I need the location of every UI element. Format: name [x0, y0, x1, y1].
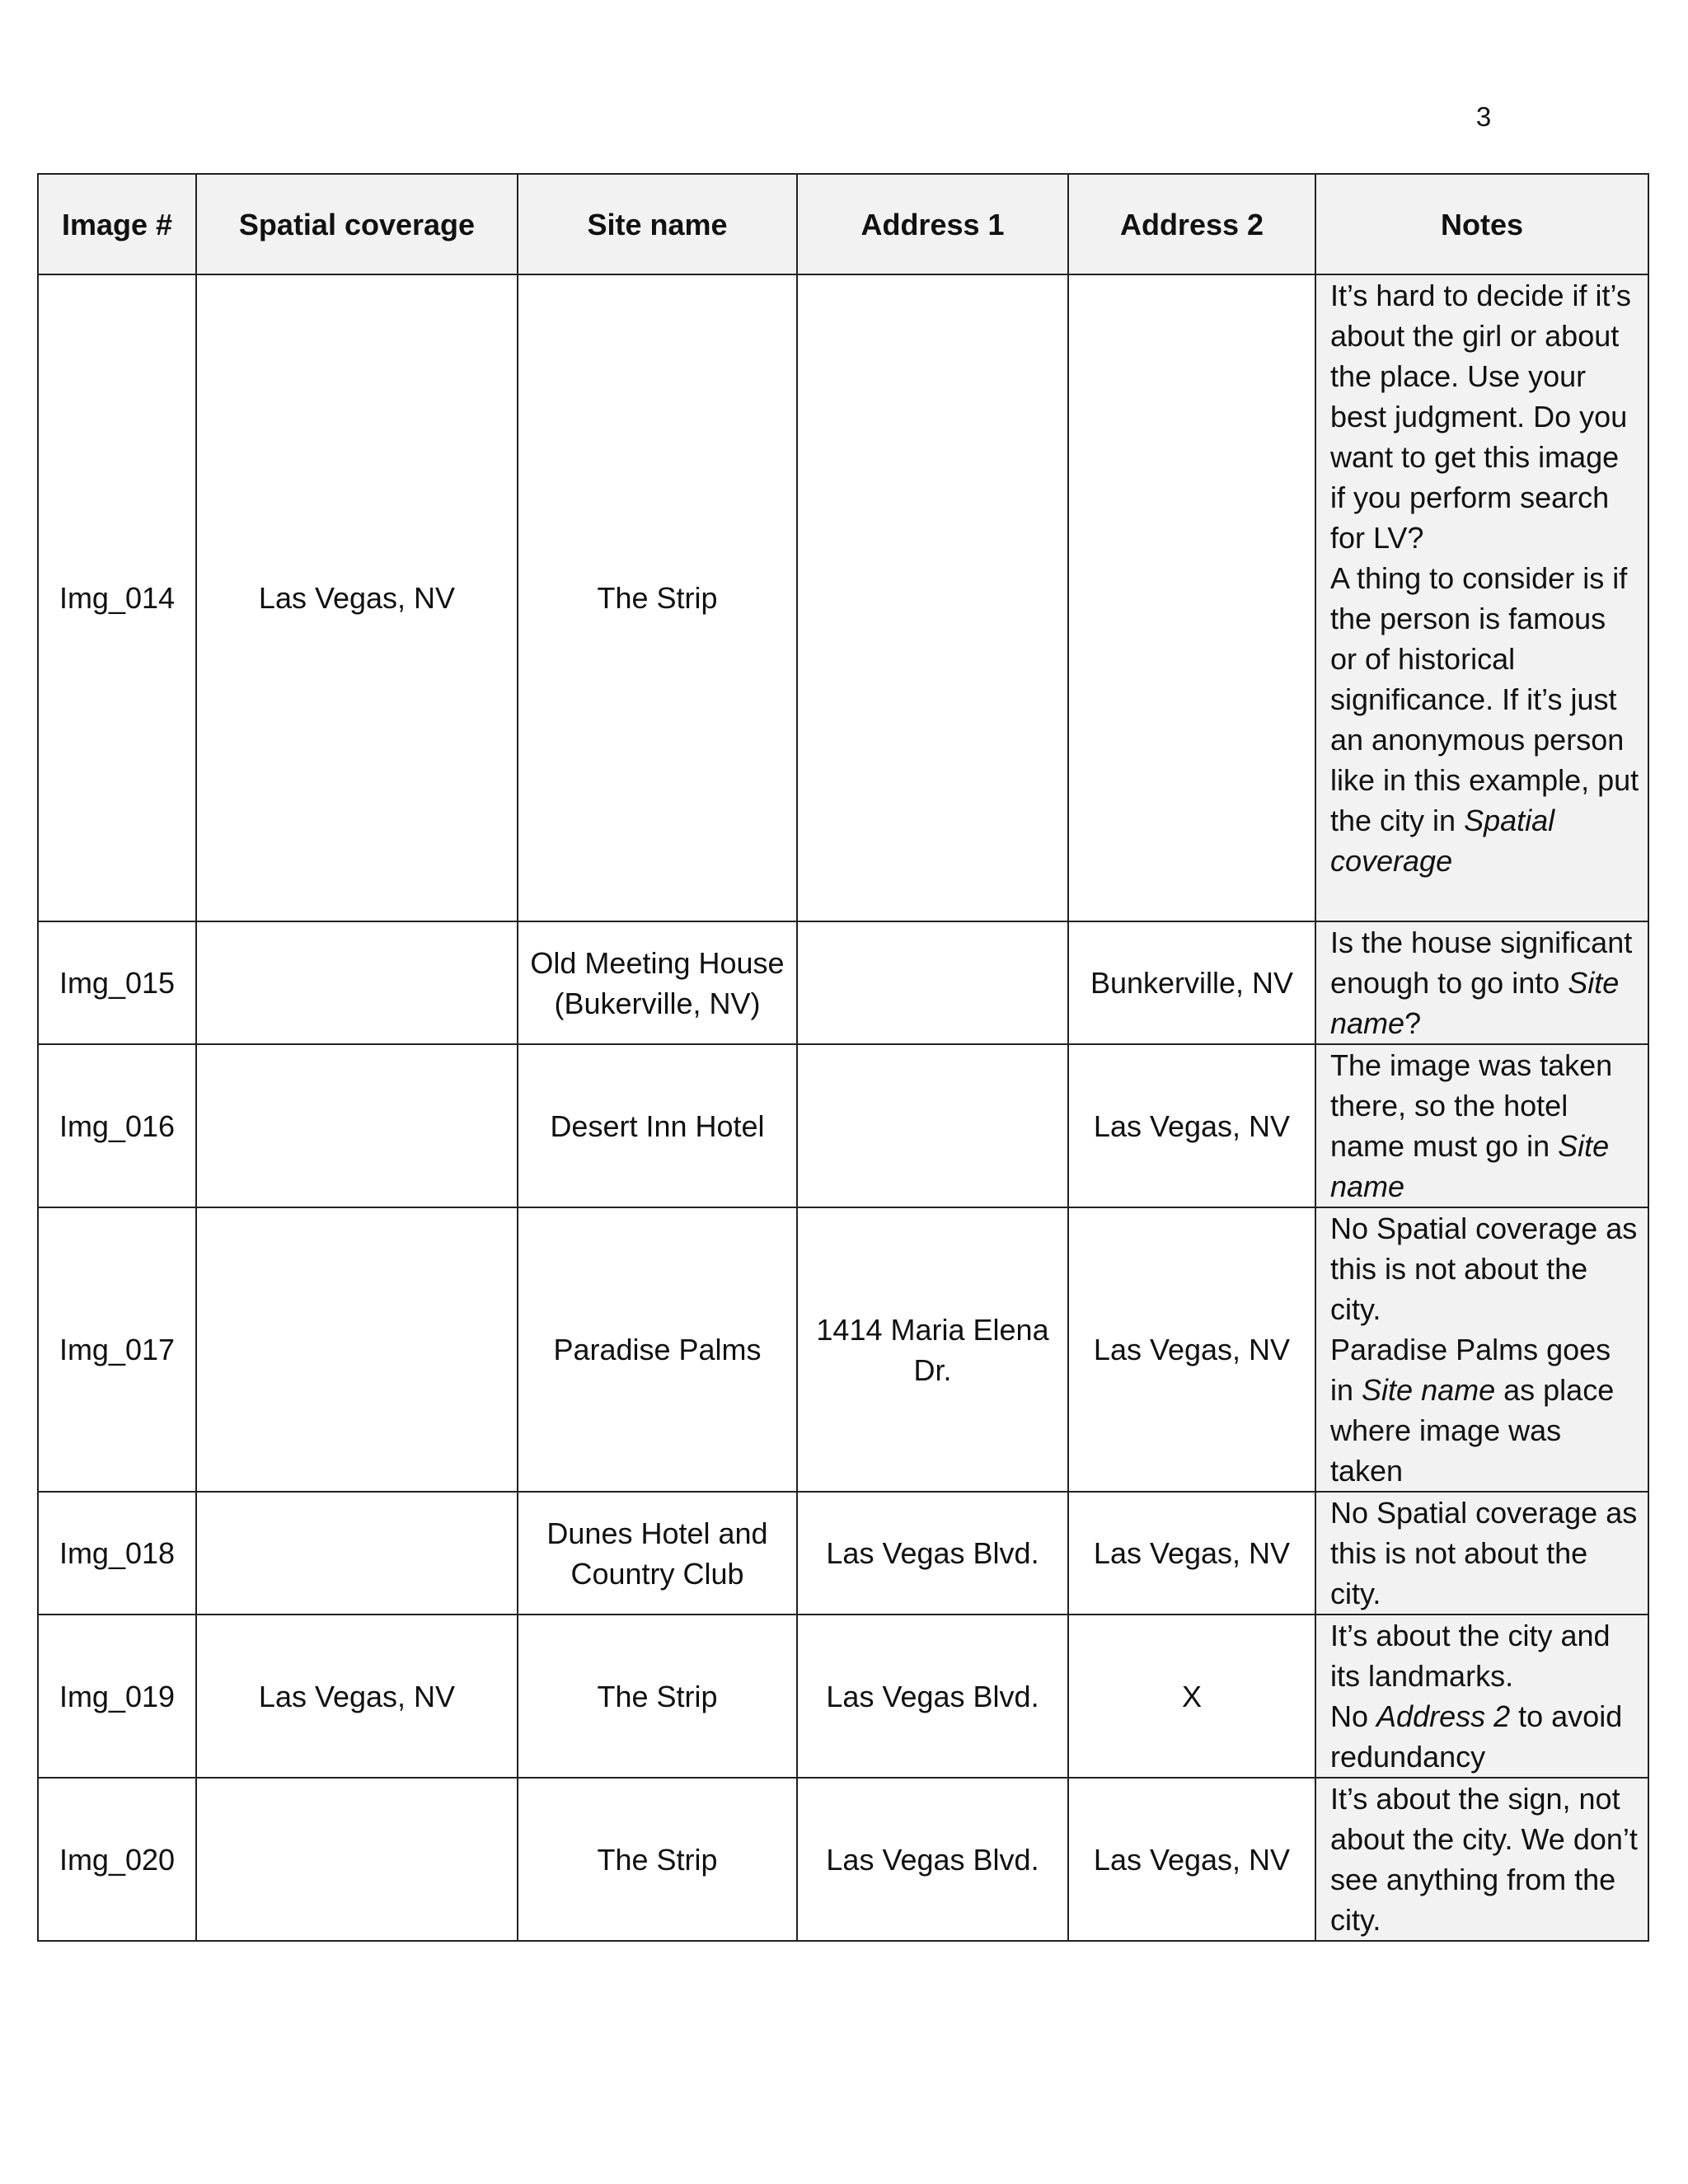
- table-row: [38, 1207, 1648, 1492]
- table-header-row: [38, 174, 1648, 274]
- cell-spatial-coverage: [196, 1492, 518, 1615]
- cell-address-2: Las Vegas, NV: [1068, 1492, 1315, 1615]
- cell-address-2: Bunkerville, NV: [1068, 921, 1315, 1044]
- table-row: [38, 1615, 1648, 1778]
- cell-spatial-coverage: [196, 1044, 518, 1207]
- cell-spatial-coverage: Las Vegas, NV: [196, 274, 518, 921]
- cell-site-name: The Strip: [518, 1615, 797, 1778]
- note-line: No Spatial coverage as this is not about the city.: [1330, 1212, 1638, 1326]
- cell-address-1: [797, 921, 1068, 1044]
- cell-spatial-coverage: Las Vegas, NV: [196, 1615, 518, 1778]
- cell-notes: [1315, 1207, 1648, 1492]
- note-emphasis: Spatial coverage: [1330, 804, 1555, 878]
- cell-spatial-coverage: [196, 921, 518, 1044]
- cell-address-1: Las Vegas Blvd.: [797, 1778, 1068, 1941]
- cell-notes: [1315, 274, 1648, 921]
- cell-image-number: Img_018: [38, 1492, 196, 1615]
- cell-notes: [1315, 921, 1648, 1044]
- cell-image-number: Img_020: [38, 1778, 196, 1941]
- note-emphasis: Site name: [1330, 966, 1620, 1040]
- cell-address-1: Las Vegas Blvd.: [797, 1492, 1068, 1615]
- cell-site-name: Desert Inn Hotel: [518, 1044, 797, 1207]
- header-image-number: Image #: [38, 174, 196, 274]
- cell-site-name: The Strip: [518, 1778, 797, 1941]
- table-row: [38, 1044, 1648, 1207]
- cell-spatial-coverage: [196, 1778, 518, 1941]
- cell-address-1: 1414 Maria Elena Dr.: [797, 1207, 1068, 1492]
- cell-image-number: Img_014: [38, 274, 196, 921]
- note-line: It’s about the sign, not about the city. We don’t see anything from the city.: [1330, 1782, 1638, 1937]
- header-address-2: Address 2: [1068, 174, 1315, 274]
- note-line: Paradise Palms goes in Site name as place where image was taken: [1330, 1333, 1615, 1488]
- note-line: The image was taken there, so the hotel name must go in Site name: [1330, 1048, 1613, 1203]
- note-line: A thing to consider is if the person is famous or of historical significance. If it’s just an anonymous person like in this example, put the city in Spatial coverage: [1330, 561, 1639, 878]
- cell-site-name: Paradise Palms: [518, 1207, 797, 1492]
- cell-address-2: [1068, 274, 1315, 921]
- cell-site-name: The Strip: [518, 274, 797, 921]
- note-line: No Spatial coverage as this is not about the city.: [1330, 1496, 1638, 1610]
- table-row: [38, 1778, 1648, 1941]
- note-emphasis: Site name: [1362, 1373, 1496, 1407]
- table-row: [38, 1492, 1648, 1615]
- cell-notes: [1315, 1778, 1648, 1941]
- note-line: It’s hard to decide if it’s about the girl or about the place. Use your best judgment. Do you want to get this image if you perform search for LV?: [1330, 279, 1631, 555]
- cell-address-2: Las Vegas, NV: [1068, 1044, 1315, 1207]
- cell-image-number: Img_015: [38, 921, 196, 1044]
- cell-spatial-coverage: [196, 1207, 518, 1492]
- header-site-name: Site name: [518, 174, 797, 274]
- page-number: 3: [1475, 101, 1492, 132]
- note-emphasis: Site name: [1330, 1129, 1610, 1203]
- cell-address-1: [797, 274, 1068, 921]
- table-row: [38, 921, 1648, 1044]
- table-row: [38, 274, 1648, 921]
- cell-image-number: Img_019: [38, 1615, 196, 1778]
- cell-address-1: [797, 1044, 1068, 1207]
- cell-image-number: Img_017: [38, 1207, 196, 1492]
- cell-site-name: Old Meeting House (Bukerville, NV): [518, 921, 797, 1044]
- cell-site-name: Dunes Hotel and Country Club: [518, 1492, 797, 1615]
- cell-notes: [1315, 1492, 1648, 1615]
- cell-image-number: Img_016: [38, 1044, 196, 1207]
- cell-address-1: Las Vegas Blvd.: [797, 1615, 1068, 1778]
- header-spatial-coverage: Spatial coverage: [196, 174, 518, 274]
- note-line: No Address 2 to avoid redundancy: [1330, 1699, 1623, 1774]
- cell-address-2: X: [1068, 1615, 1315, 1778]
- note-line: Is the house significant enough to go into Site name?: [1330, 926, 1633, 1040]
- note-emphasis: Address 2: [1376, 1699, 1511, 1733]
- guidelines-table: [37, 173, 1649, 1942]
- cell-address-2: Las Vegas, NV: [1068, 1778, 1315, 1941]
- cell-address-2: Las Vegas, NV: [1068, 1207, 1315, 1492]
- header-notes: Notes: [1315, 174, 1648, 274]
- cell-notes: [1315, 1615, 1648, 1778]
- header-address-1: Address 1: [797, 174, 1068, 274]
- note-line: It’s about the city and its landmarks.: [1330, 1619, 1611, 1693]
- cell-notes: [1315, 1044, 1648, 1207]
